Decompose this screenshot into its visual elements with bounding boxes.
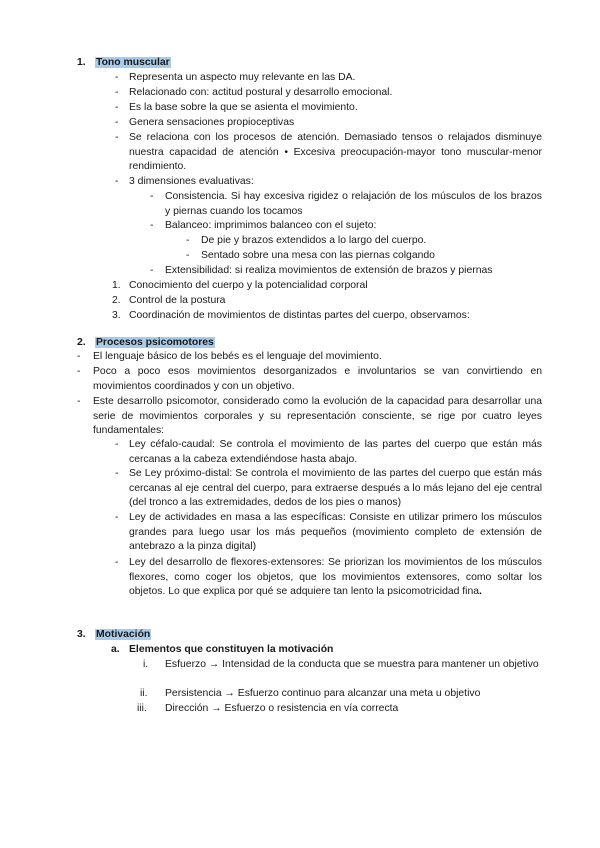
s3-subheading-marker: a. (111, 644, 120, 655)
dash-marker: - (150, 220, 154, 231)
s2-item-2: Poco a poco esos movimientos desorganizados e involuntarios se van convirtiendo en movimientos coordinados y con un objetivo. (93, 366, 542, 392)
dash-marker: - (150, 265, 154, 276)
s3-item-persistencia: Persistencia → Esfuerzo continuo para alcanzar una meta u objetivo (165, 688, 481, 699)
s2-item-1: El lenguaje básico de los bebés es el lenguaje del movimiento. (93, 351, 382, 362)
dash-marker: - (115, 87, 119, 98)
dash-marker: - (115, 439, 119, 450)
s1-item-2: Relacionado con: actitud postural y desarrollo emocional. (129, 87, 393, 98)
roman-marker: i. (143, 659, 149, 670)
section-1-title: Tono muscular (96, 57, 170, 68)
s1-subitem-consistencia: Consistencia. Si hay excesiva rigidez o relajación de los músculos de los brazos y piernas cuando los tocamos (165, 191, 542, 217)
s1-item-1: Representa un aspecto muy relevante en las DA. (129, 72, 356, 83)
dash-marker: - (150, 191, 154, 202)
dash-marker: - (115, 512, 119, 523)
dash-marker: - (115, 117, 119, 128)
s1-balanceo-1: De pie y brazos extendidos a lo largo del cuerpo. (201, 235, 427, 246)
s1-subitem-balanceo: Balanceo: imprimimos balanceo con el sujeto: (165, 220, 377, 231)
num-marker: 3. (112, 310, 121, 321)
section-2-number: 2. (77, 337, 86, 348)
dash-marker: - (115, 72, 119, 83)
s3-subheading: Elementos que constituyen la motivación (129, 644, 334, 655)
roman-marker: ii. (140, 688, 148, 699)
s3-item-esfuerzo: Esfuerzo → Intensidad de la conducta que se muestra para mantener un objetivo (165, 659, 539, 670)
s3-item-direccion: Dirección → Esfuerzo o resistencia en vía correcta (165, 703, 399, 714)
s1-balanceo-2: Sentado sobre una mesa con las piernas colgando (201, 250, 435, 261)
section-3-number: 3. (77, 629, 86, 640)
dash-marker: - (186, 235, 190, 246)
s1-numbered-1: Conocimiento del cuerpo y la potencialidad corporal (129, 280, 368, 291)
s2-law-4: Ley del desarrollo de flexores-extensores: Se priorizan los movimientos de los músculos flexores, como coger los objetos, que los movimientos extensores, como soltar los objetos. Lo que explica por qué se adquiere tan lento la psicomotricidad fina. (129, 557, 542, 597)
dash-marker: - (115, 102, 119, 113)
s2-item-3: Este desarrollo psicomotor, considerado como la evolución de la capacidad para desarrollar una serie de movimientos corporales y su representación consciente, se rige por cuatro leyes fundamentales: (93, 396, 542, 436)
num-marker: 2. (112, 295, 121, 306)
s1-item-6: 3 dimensiones evaluativas: (129, 176, 254, 187)
s1-item-3: Es la base sobre la que se asienta el movimiento. (129, 102, 358, 113)
dash-marker: - (77, 366, 81, 377)
dash-marker: - (77, 351, 81, 362)
s2-law-3: Ley de actividades en masa a las específicas: Consiste en utilizar primero los músculos grandes para luego usar los más pequeños (movimiento completo de extensión de antebrazo a la pinza digital) (129, 512, 542, 552)
roman-marker: iii. (137, 703, 147, 714)
dash-marker: - (77, 396, 81, 407)
dash-marker: - (115, 176, 119, 187)
s2-law-1: Ley céfalo-caudal: Se controla el movimiento de las partes del cuerpo que están más cercanas a la cabeza extendiéndose hasta abajo. (129, 439, 542, 465)
s1-numbered-2: Control de la postura (129, 295, 226, 306)
dash-marker: - (186, 250, 190, 261)
dash-marker: - (115, 557, 119, 568)
section-2-title: Procesos psicomotores (96, 337, 214, 348)
num-marker: 1. (112, 280, 121, 291)
s1-numbered-3: Coordinación de movimientos de distintas partes del cuerpo, observamos: (129, 310, 470, 321)
section-1-number: 1. (77, 57, 86, 68)
dash-marker: - (115, 468, 119, 479)
s1-subitem-extensibilidad: Extensibilidad: si realiza movimientos de extensión de brazos y piernas (165, 265, 493, 276)
s1-item-4: Genera sensaciones propioceptivas (129, 117, 295, 128)
s1-item-5: Se relaciona con los procesos de atención. Demasiado tensos o relajados disminuye nuestra capacidad de atención • Excesiva preocupación-mayor tono muscular-menor rendimiento. (129, 132, 542, 172)
s2-law-2: Se Ley próximo-distal: Se controla el movimiento de las partes del cuerpo que están más cercanas al eje central del cuerpo, para extraerse después a lo más lejano del eje central (del tronco a las extremidades, dedos de los pies o manos) (129, 468, 542, 508)
section-3-title: Motivación (96, 629, 151, 640)
dash-marker: - (115, 132, 119, 143)
